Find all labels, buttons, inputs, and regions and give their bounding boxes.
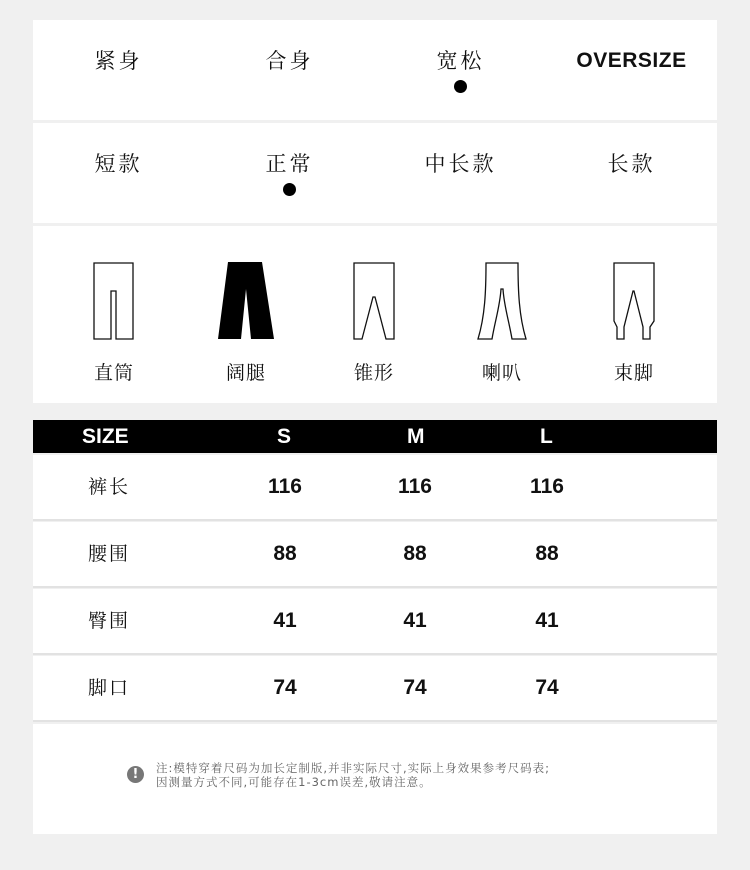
size-table-header: [33, 420, 717, 453]
straight-pants-icon: [93, 261, 135, 341]
fit-option-label: 宽松: [436, 48, 485, 73]
fit-option-label: 合身: [265, 48, 314, 73]
row-name: 臀围: [88, 610, 131, 632]
table-row: [33, 522, 717, 588]
cut-option-flared: [434, 226, 570, 403]
cell-s: 116: [268, 475, 302, 498]
cell-s: 41: [273, 609, 297, 632]
length-option-label: 中长款: [424, 151, 497, 176]
cell-l: 41: [535, 609, 559, 632]
tapered-pants-icon: [353, 261, 395, 341]
selection-dot: [283, 183, 296, 196]
wide-leg-pants-icon: [217, 261, 275, 341]
fit-option-regular: [204, 20, 375, 120]
cut-option-jogger: [566, 226, 702, 403]
length-selector: [33, 123, 717, 223]
cell-l: 74: [535, 676, 559, 699]
cut-option-label: 直筒: [93, 362, 134, 384]
jogger-pants-icon: [612, 261, 656, 341]
note-line-2: 因测量方式不同,可能存在1-3cm误差,敬请注意。: [156, 775, 432, 789]
fit-option-oversize: [546, 20, 717, 120]
cell-m: 116: [398, 475, 432, 498]
note-line-1: 注:模特穿着尺码为加长定制版,并非实际尺寸,实际上身效果参考尺码表;: [156, 761, 551, 775]
table-row: [33, 455, 717, 521]
cell-l: 88: [535, 542, 559, 565]
cell-l: 116: [530, 475, 564, 498]
cut-selector: [33, 226, 717, 403]
length-option-short: [33, 123, 204, 223]
fit-option-loose: [375, 20, 546, 120]
length-option-label: 长款: [607, 151, 656, 176]
row-name: 裤长: [88, 476, 131, 498]
measurement-note: [33, 724, 717, 834]
length-option-normal: [204, 123, 375, 223]
row-name: 脚口: [88, 677, 131, 699]
length-option-label: 正常: [265, 151, 314, 176]
size-header-s: S: [277, 425, 292, 448]
cut-option-straight: [46, 226, 182, 403]
cut-option-wide-leg: [178, 226, 314, 403]
cell-s: 88: [273, 542, 297, 565]
length-option-label: 短款: [94, 151, 143, 176]
flared-pants-icon: [477, 261, 527, 341]
fit-selector: [33, 20, 717, 120]
length-option-long: [546, 123, 717, 223]
size-header-m: M: [407, 425, 425, 448]
cell-m: 74: [403, 676, 427, 699]
fit-option-tight: [33, 20, 204, 120]
row-name: 腰围: [88, 543, 131, 565]
cut-option-label: 阔腿: [225, 362, 266, 384]
cut-option-label: 锥形: [353, 362, 394, 384]
table-row: [33, 656, 717, 722]
cell-m: 88: [403, 542, 427, 565]
size-header-l: L: [540, 425, 553, 448]
fit-option-label: OVERSIZE: [576, 48, 687, 72]
note-text: [156, 761, 636, 789]
length-option-mid-long: [375, 123, 546, 223]
selection-dot: [454, 80, 467, 93]
cut-option-label: 束脚: [613, 362, 654, 384]
cut-option-tapered: [306, 226, 442, 403]
fit-option-label: 紧身: [94, 48, 143, 73]
info-icon: !: [127, 766, 144, 783]
cut-option-label: 喇叭: [481, 362, 522, 384]
table-row: [33, 589, 717, 655]
cell-m: 41: [403, 609, 427, 632]
cell-s: 74: [273, 676, 297, 699]
size-header-label: SIZE: [82, 425, 129, 448]
